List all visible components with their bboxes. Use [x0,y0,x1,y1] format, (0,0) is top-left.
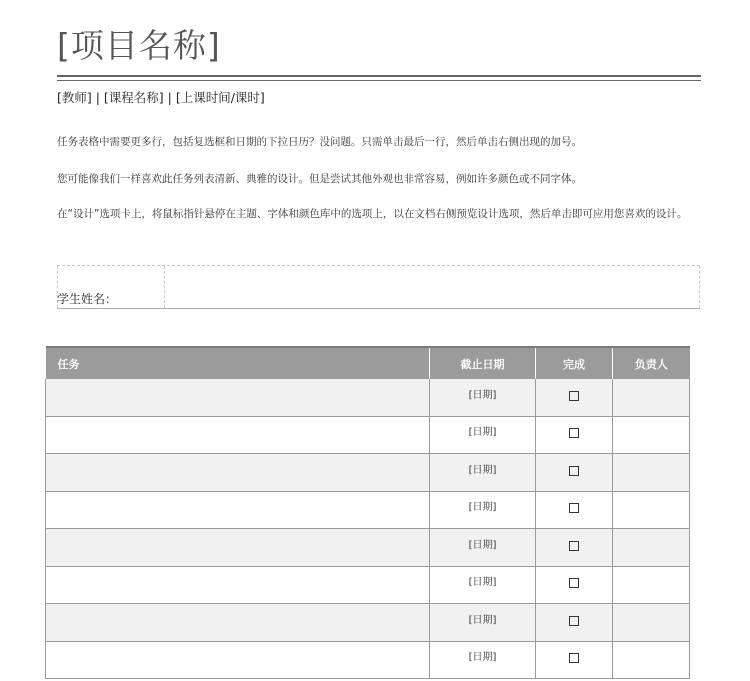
table-row [46,529,690,567]
due-date-placeholder[interactable]: [日期] [468,427,497,439]
owner-cell[interactable] [613,604,690,642]
done-cell [536,454,613,492]
done-checkbox[interactable] [569,391,579,401]
task-cell[interactable] [46,566,430,604]
owner-cell[interactable] [613,379,690,416]
task-cell[interactable] [46,641,430,679]
task-table-header-row [46,347,690,379]
table-row [46,641,690,679]
due-date-placeholder[interactable]: [日期] [468,464,497,476]
task-cell[interactable] [46,491,430,529]
owner-cell[interactable] [613,566,690,604]
due-date-placeholder[interactable]: [日期] [468,614,497,626]
instruction-paragraph-1[interactable]: 任务表格中需要更多行，包括复选框和日期的下拉日历？没问题。只需单击最后一行，然后单击右侧出现的加号。 [57,136,582,148]
owner-cell[interactable] [613,491,690,529]
done-cell [536,379,613,416]
done-cell [536,416,613,454]
title-rule-thin [57,80,701,81]
table-row [46,604,690,642]
student-box-right-edge [699,266,700,308]
due-date-placeholder[interactable]: [日期] [468,652,497,664]
header-task: 任务 [46,347,430,379]
owner-cell[interactable] [613,529,690,567]
task-cell[interactable] [46,379,430,416]
done-cell [536,529,613,567]
task-cell[interactable] [46,604,430,642]
task-cell[interactable] [46,416,430,454]
owner-cell[interactable] [613,416,690,454]
task-cell[interactable] [46,454,430,492]
due-date-placeholder[interactable]: [日期] [468,502,497,514]
due-date-placeholder[interactable]: [日期] [468,389,497,401]
due-date-placeholder[interactable]: [日期] [468,539,497,551]
done-cell [536,641,613,679]
header-owner: 负责人 [613,347,690,379]
header-done: 完成 [536,347,613,379]
due-date-cell[interactable] [430,416,536,454]
done-checkbox[interactable] [569,503,579,513]
done-checkbox[interactable] [569,428,579,438]
student-name-box [57,265,700,309]
done-checkbox[interactable] [569,541,579,551]
due-date-cell[interactable] [430,529,536,567]
done-cell [536,491,613,529]
title-rule-thick [57,75,701,77]
due-date-placeholder[interactable]: [日期] [468,577,497,589]
task-cell[interactable] [46,529,430,567]
done-cell [536,604,613,642]
owner-cell[interactable] [613,454,690,492]
due-date-cell[interactable] [430,454,536,492]
header-due-date: 截止日期 [430,347,536,379]
task-table-body [46,379,690,679]
due-date-cell[interactable] [430,566,536,604]
course-info-line[interactable]: [教师] | [课程名称] | [上课时间/课时] [57,90,265,105]
project-title[interactable]: [项目名称] [57,26,221,65]
due-date-cell[interactable] [430,491,536,529]
student-box-divider [164,266,165,308]
done-checkbox[interactable] [569,616,579,626]
task-table [45,346,690,679]
done-cell [536,566,613,604]
table-row [46,379,690,416]
instruction-paragraph-2[interactable]: 您可能像我们一样喜欢此任务列表清新、典雅的设计。但是尝试其他外观也非常容易，例如许多颜色或不同字体。 [57,173,582,185]
done-checkbox[interactable] [569,466,579,476]
student-name-label: 学生姓名： [57,292,118,306]
table-row [46,491,690,529]
done-checkbox[interactable] [569,578,579,588]
table-row [46,454,690,492]
done-checkbox[interactable] [569,653,579,663]
owner-cell[interactable] [613,641,690,679]
table-row [46,566,690,604]
instruction-paragraph-3[interactable]: 在“设计”选项卡上，将鼠标指针悬停在主题、字体和颜色库中的选项上，以在文档右侧预览设计选项，然后单击即可应用您喜欢的设计。 [57,208,688,220]
table-row [46,416,690,454]
due-date-cell[interactable] [430,604,536,642]
due-date-cell[interactable] [430,379,536,416]
due-date-cell[interactable] [430,641,536,679]
